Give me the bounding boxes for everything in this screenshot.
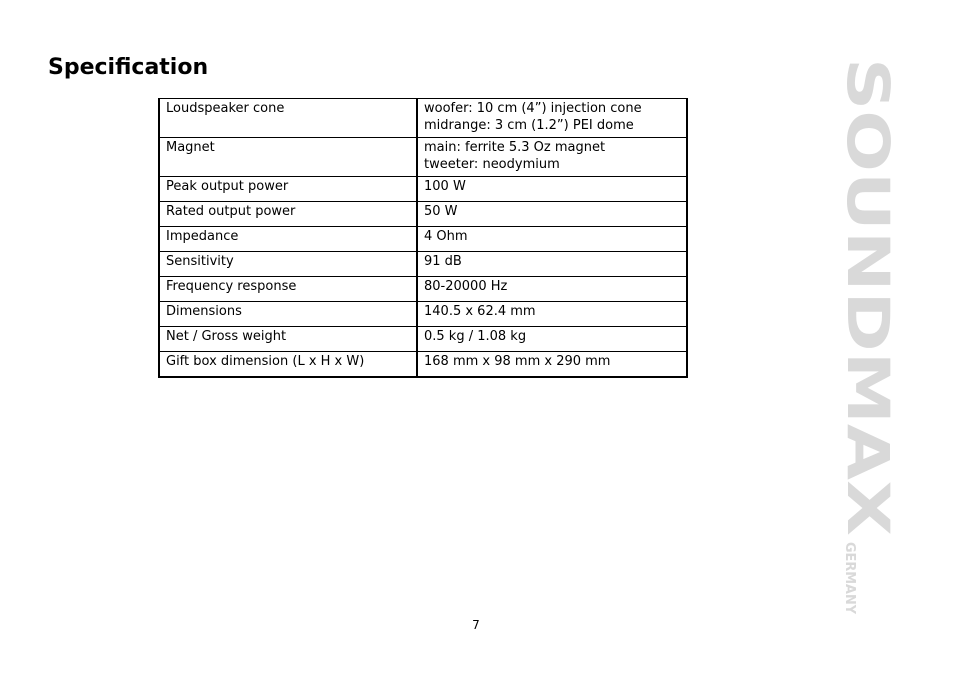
- soundmax-logo: [834, 58, 902, 618]
- spec-label: Peak output power: [159, 177, 417, 202]
- spec-value: 168 mm x 98 mm x 290 mm: [417, 352, 687, 378]
- spec-label: Net / Gross weight: [159, 327, 417, 352]
- spec-value: 0.5 kg / 1.08 kg: [417, 327, 687, 352]
- logo-subtitle: GERMANY: [842, 542, 857, 615]
- spec-label: Dimensions: [159, 302, 417, 327]
- spec-label: Impedance: [159, 227, 417, 252]
- spec-value: main: ferrite 5.3 Oz magnet tweeter: neodymium: [417, 138, 687, 177]
- page-title: Specification: [48, 55, 209, 80]
- spec-label: Frequency response: [159, 277, 417, 302]
- spec-label: Rated output power: [159, 202, 417, 227]
- table-row: [159, 252, 687, 277]
- spec-value: woofer: 10 cm (4”) injection cone midrange: 3 cm (1.2”) PEI dome: [417, 99, 687, 138]
- page-number: 7: [472, 618, 480, 632]
- table-row: [159, 177, 687, 202]
- spec-value: 4 Ohm: [417, 227, 687, 252]
- table-row: [159, 352, 687, 378]
- spec-label: Loudspeaker cone: [159, 99, 417, 138]
- logo-wordmark: SOUNDMAX: [834, 58, 902, 441]
- spec-value: 100 W: [417, 177, 687, 202]
- spec-label: Magnet: [159, 138, 417, 177]
- table-row: [159, 227, 687, 252]
- table-row: [159, 99, 687, 138]
- spec-label: Gift box dimension (L x H x W): [159, 352, 417, 378]
- table-row: [159, 202, 687, 227]
- spec-value: 140.5 x 62.4 mm: [417, 302, 687, 327]
- specification-table: [158, 98, 688, 378]
- table-row: [159, 327, 687, 352]
- spec-value: 91 dB: [417, 252, 687, 277]
- spec-label: Sensitivity: [159, 252, 417, 277]
- table-row: [159, 302, 687, 327]
- spec-value: 80-20000 Hz: [417, 277, 687, 302]
- table-row: [159, 138, 687, 177]
- table-row: [159, 277, 687, 302]
- spec-value: 50 W: [417, 202, 687, 227]
